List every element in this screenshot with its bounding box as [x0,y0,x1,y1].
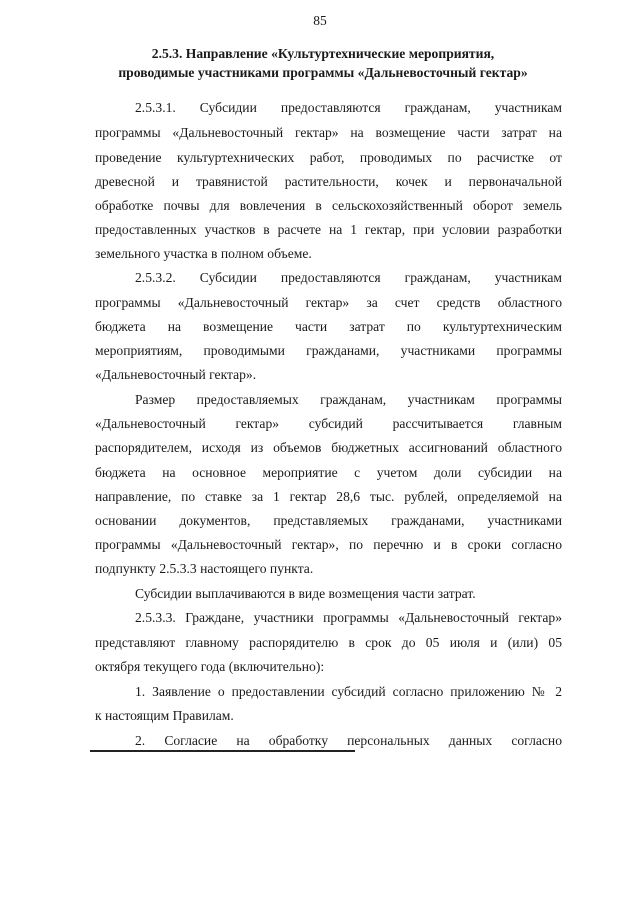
text-line: бюджета на возмещение части затрат по культуртехническим [95,319,562,334]
text-line: Размер предоставляемых гражданам, участникам программы [135,392,562,407]
text-line: бюджета на основное мероприятие с учетом доли субсидии на [95,465,562,480]
text-line: октября текущего года (включительно): [95,659,325,674]
text-line: предоставленных участков в расчете на 1 гектар, при условии разработки [95,222,562,237]
section-heading [90,44,556,82]
text-line: проведение культуртехнических работ, проводимых по расчистке от [95,150,562,165]
text-line: 2.5.3.1. Субсидии предоставляются гражданам, участникам [135,100,562,115]
section-heading-line-1: 2.5.3. Направление «Культуртехнические мероприятия, [151,46,495,61]
text-line: программы «Дальневосточный гектар» на возмещение части затрат на [95,125,562,140]
page-number: 85 [313,13,327,28]
text-line: «Дальневосточный гектар». [95,367,257,382]
footnote-separator-line [90,750,355,752]
text-line: древесной и травянистой растительности, кочек и первоначальной [95,174,562,189]
text-line: Субсидии выплачиваются в виде возмещения части затрат. [135,586,476,601]
text-line: 1. Заявление о предоставлении субсидий согласно приложению № 2 [135,684,562,699]
text-line: подпункту 2.5.3.3 настоящего пункта. [95,561,314,576]
text-line: «Дальневосточный гектар» субсидий рассчитывается главным [95,416,562,431]
text-line: к настоящим Правилам. [95,708,234,723]
text-line: земельного участка в полном объеме. [95,246,312,261]
text-line: представляют главному распорядителю в срок до 05 июля и (или) 05 [95,635,562,650]
text-line: мероприятиям, проводимыми гражданами, участниками программы [95,343,562,358]
text-line: 2.5.3.3. Граждане, участники программы «Дальневосточный гектар» [135,610,562,625]
text-line: распорядителем, исходя из объемов бюджетных ассигнований областного [95,440,562,455]
text-line: программы «Дальневосточный гектар», по перечню и в сроки согласно [95,537,562,552]
text-line: программы «Дальневосточный гектар» за счет средств областного [95,295,562,310]
text-line: основании документов, представляемых гражданами, участниками [95,513,562,528]
text-line: направление, по ставке за 1 гектар 28,6 тыс. рублей, определяемой на [95,489,562,504]
text-line: обработке почвы для вовлечения в сельскохозяйственный оборот земель [95,198,562,213]
text-line: 2. Согласие на обработку персональных данных согласно [135,733,562,748]
section-heading-line-2: проводимые участниками программы «Дальневосточный гектар» [118,65,528,80]
text-line: 2.5.3.2. Субсидии предоставляются гражданам, участникам [135,270,562,285]
